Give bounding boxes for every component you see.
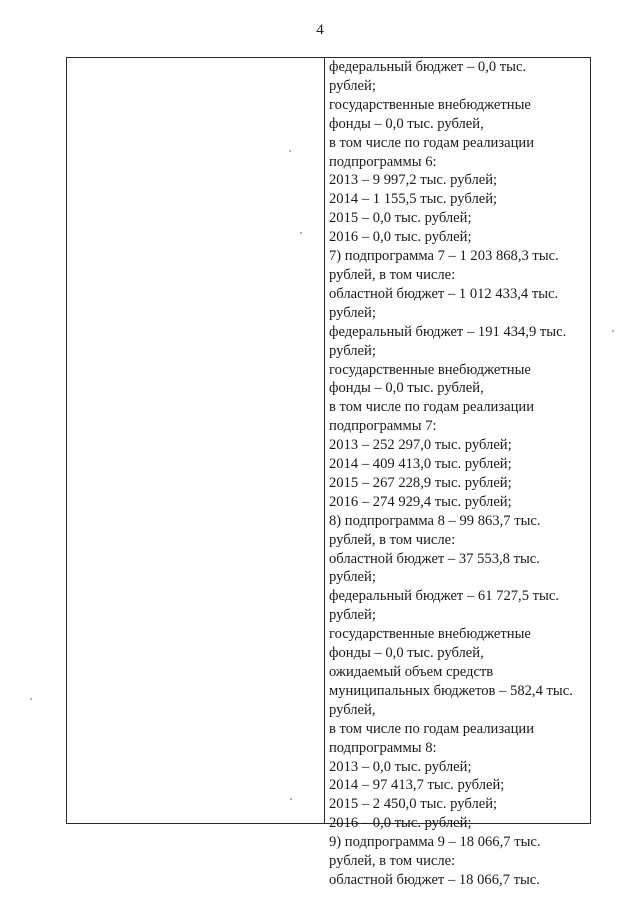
page-number: 4 (316, 22, 324, 38)
text-line: 2013 – 0,0 тыс. рублей; (329, 758, 472, 775)
table-left-cell (67, 58, 324, 823)
table-right-cell (329, 58, 589, 888)
text-line: государственные внебюджетные (329, 626, 531, 643)
text-line: 2015 – 0,0 тыс. рублей; (329, 210, 472, 227)
text-line: областной бюджет – 37 553,8 тыс. (329, 550, 540, 567)
text-line: 2015 – 267 228,9 тыс. рублей; (329, 474, 512, 491)
text-line: в том числе по годам реализации (329, 134, 535, 151)
text-line: областной бюджет – 1 012 433,4 тыс. (329, 285, 559, 302)
text-line: государственные внебюджетные (329, 361, 531, 378)
text-line: рублей, (329, 701, 376, 718)
text-line: ожидаемый объем средств (329, 664, 494, 680)
text-line: рублей; (329, 342, 376, 359)
scan-speck (289, 150, 291, 152)
text-line: подпрограммы 6: (329, 153, 437, 170)
text-line: 2015 – 2 450,0 тыс. рублей; (329, 796, 498, 813)
text-line: 2016 – 274 929,4 тыс. рублей; (329, 493, 512, 510)
text-line: 2014 – 1 155,5 тыс. рублей; (329, 191, 498, 208)
text-line: в том числе по годам реализации (329, 399, 535, 416)
scan-speck (612, 330, 614, 332)
text-line: подпрограммы 7: (329, 418, 437, 435)
text-line: рублей; (329, 304, 376, 321)
text-line: федеральный бюджет – 61 727,5 тыс. (329, 588, 559, 605)
scan-speck (300, 232, 302, 234)
text-line: рублей, в том числе: (329, 266, 456, 283)
text-line: фонды – 0,0 тыс. рублей, (329, 380, 484, 397)
text-line: 2014 – 97 413,7 тыс. рублей; (329, 777, 505, 794)
text-line: 9) подпрограмма 9 – 18 066,7 тыс. (329, 834, 541, 851)
text-line: муниципальных бюджетов – 582,4 тыс. (329, 682, 573, 699)
text-line: 2013 – 252 297,0 тыс. рублей; (329, 437, 512, 454)
text-line: фонды – 0,0 тыс. рублей, (329, 645, 484, 662)
scan-speck (290, 798, 292, 800)
text-line: 2016 – 0,0 тыс. рублей; (329, 815, 472, 832)
text-line: 8) подпрограмма 8 – 99 863,7 тыс. (329, 512, 541, 529)
document-table (66, 57, 591, 888)
text-line: рублей; (329, 569, 376, 586)
text-line: федеральный бюджет – 191 434,9 тыс. (329, 323, 567, 340)
text-line: фонды – 0,0 тыс. рублей, (329, 115, 484, 132)
text-line: рублей, в том числе: (329, 531, 456, 548)
scan-speck (30, 698, 32, 700)
text-line: областной бюджет – 18 066,7 тыс. (329, 871, 540, 888)
text-line: рублей, в том числе: (329, 853, 456, 870)
text-line: 2014 – 409 413,0 тыс. рублей; (329, 456, 512, 473)
text-line: подпрограммы 8: (329, 739, 437, 756)
text-line: рублей; (329, 607, 376, 624)
text-line: в том числе по годам реализации (329, 720, 535, 737)
text-line: государственные внебюджетные (329, 96, 531, 113)
text-line: федеральный бюджет – 0,0 тыс. (329, 59, 527, 75)
column-divider (324, 58, 325, 823)
text-line: 2013 – 9 997,2 тыс. рублей; (329, 172, 498, 189)
text-line: 7) подпрограмма 7 – 1 203 868,3 тыс. (329, 248, 559, 265)
text-line: рублей; (329, 77, 376, 94)
text-line: 2016 – 0,0 тыс. рублей; (329, 229, 472, 246)
